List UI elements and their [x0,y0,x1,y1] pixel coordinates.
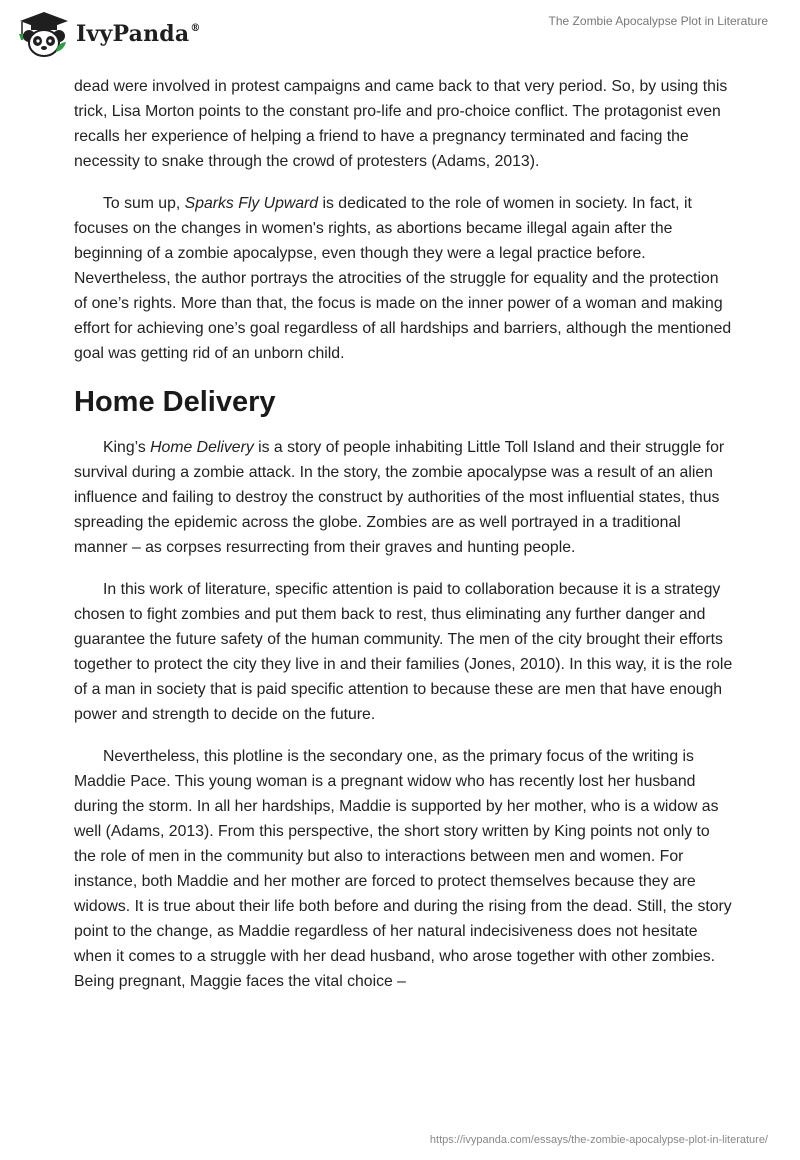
paragraph-continued: dead were involved in protest campaigns and came back to that very period. So, by using this trick, Lisa Morton points to the constant pro-life and pro-choice conflict. The protagonist even recalls her experience of helping a friend to have a pregnancy terminated and facing the necessity to snake through the crowd of protesters (Adams, 2013). [74,78,728,170]
work-title-italic: Home Delivery [150,439,254,456]
running-title: The Zombie Apocalypse Plot in Literature [548,14,768,28]
ivypanda-logo[interactable] [16,8,201,60]
source-url[interactable]: https://ivypanda.com/essays/the-zombie-apocalypse-plot-in-literature/ [429,1134,768,1146]
page-header [0,0,800,70]
paragraph-maddie: Nevertheless, this plotline is the secondary one, as the primary focus of the writing is Maddie Pace. This young woman is a pregnant widow who has recently lost her husband during the storm. In all her hardships, Maddie is supported by her mother, who is a widow as well (Adams, 2013). From this perspective, the short story written by King points not only to the role of men in the community but also to interactions between men and women. For instance, both Maddie and her mother are forced to protect themselves because they are widows. It is true about their life both before and during the rising from the dead. Still, the story point to the change, as Maddie regardless of her natural indecisiveness does not hesitate when it comes to a struggle with her dead husband, who arose together with other zombies. Being pregnant, Maggie faces the vital choice – [74,748,732,990]
paragraph-conclusion: To sum up, Sparks Fly Upward is dedicated to the role of women in society. In fact, it focuses on the changes in women's rights, as abortions became illegal again after the beginning of a zombie apocalypse, even though they were a legal practice before. Nevertheless, the author portrays the atrocities of the struggle for equality and the protection of one’s rights. More than that, the focus is made on the inner power of a woman and making effort for achieving one’s goal regardless of all hardships and barriers, although the mentioned goal was getting rid of an unborn child. [74,195,732,362]
paragraph-intro: King’s Home Delivery is a story of people inhabiting Little Toll Island and their struggle for survival during a zombie attack. In the story, the zombie apocalypse was a result of an alien influence and failing to destroy the construct by authorities of the most influential states, thus spreading the epidemic across the globe. Zombies are as well portrayed in a traditional manner – as corpses resurrecting from their graves and hunting people. [74,439,725,556]
panda-graduate-icon [16,10,72,58]
work-title-italic: Sparks Fly Upward [184,195,319,212]
section-heading: Home Delivery [74,386,276,418]
paragraph-collaboration: In this work of literature, specific attention is paid to collaboration because it is a strategy chosen to fight zombies and put them back to rest, thus eliminating any further danger and guarantee the future safety of the human community. The men of the city brought their efforts together to protect the city they live in and their families (Jones, 2010). In this way, it is the role of a man in society that is paid specific attention to because these are men that have enough power and strength to decide on the future. [74,581,733,723]
essay-body [74,74,734,1011]
brand-name: IvyPanda® [76,21,201,47]
